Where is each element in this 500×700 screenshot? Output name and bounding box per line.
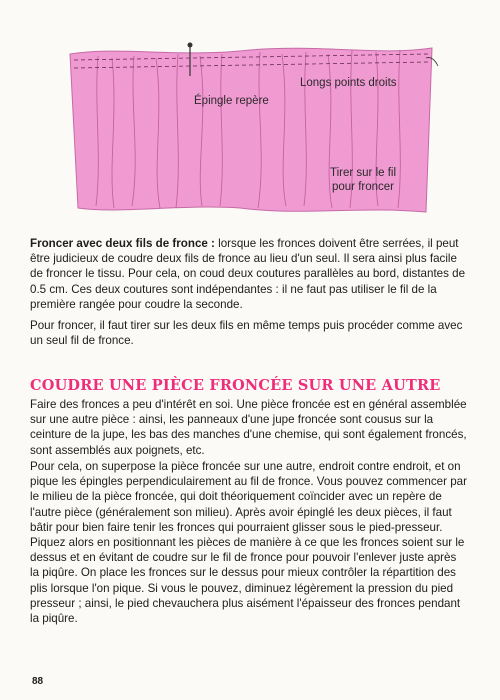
paragraph-lead: Froncer avec deux fils de fronce : (30, 237, 215, 250)
paragraph-text: lorsque les fronces doivent être serrées, il peut être judicieux de coudre deux fils de fronce au lieu d'un seul. Il sera ainsi plus facile de froncer le tissu. Pour cela, on coud deux coutures parallèles au bord, distantes de 0.5 cm. Ces deux coutures sont indépendantes : il ne faut pas utiliser le fil de la première rangée pour coudre la seconde. (30, 237, 466, 311)
page-number: 88 (32, 676, 44, 687)
label-pull-thread-line1: Tirer sur le fil (330, 167, 397, 179)
label-long-stitches: Longs points droits (300, 77, 397, 89)
gathering-illustration (60, 36, 440, 216)
pin-head (188, 43, 193, 48)
paragraph-pull-threads: Pour froncer, il faut tirer sur les deux fils en même temps puis procéder comme avec un seul fil de fronce. (30, 319, 463, 348)
paragraph-method: Pour cela, on superpose la pièce froncée sur une autre, endroit contre endroit, et on pique les épingles perpendiculairement au fil de fronce. Vous pouvez commencer par le milieu de la pièce froncée, qui doit théoriquement coïncider avec un repère de l'autre pièce (généralement son milieu). Après avoir épinglé les deux pièces, il faut bâtir pour bien faire tenir les fronces qui pourraient glisser sous le pied-presseur. Piquez alors en positionnant les pièces de manière à ce que les fronces soient sur le dessus et en évitant de coudre sur le fil de fronce pour pouvoir l'enlever juste après la piqûre. On place les fronces sur le dessus pour mieux contrôler la répartition des plis lorsque l'on pique. Si vous le pouvez, diminuez légèrement la pression du pied presseur ; ainsi, le pied chevauchera plus aisément l'épaisseur des fronces pendant la piqûre. (30, 460, 467, 626)
label-pull-thread (330, 166, 396, 194)
label-pull-thread-line2: pour froncer (332, 181, 395, 193)
paragraph-two-threads (30, 236, 468, 312)
label-marker-pin: Épingle repère (194, 95, 269, 107)
section-title: COUDRE UNE PIÈCE FRONCÉE SUR UNE AUTRE (30, 377, 441, 394)
paragraph-intro: Faire des fronces a peu d'intérêt en soi. Une pièce froncée est en général assemblée sur une autre pièce : ainsi, les panneaux d'une jupe froncée sont cousus sur la ceinture de la jupe, les bas des manches d'une chemise, qui sont également froncés, sont assemblés aux poignets, etc. (30, 398, 467, 457)
